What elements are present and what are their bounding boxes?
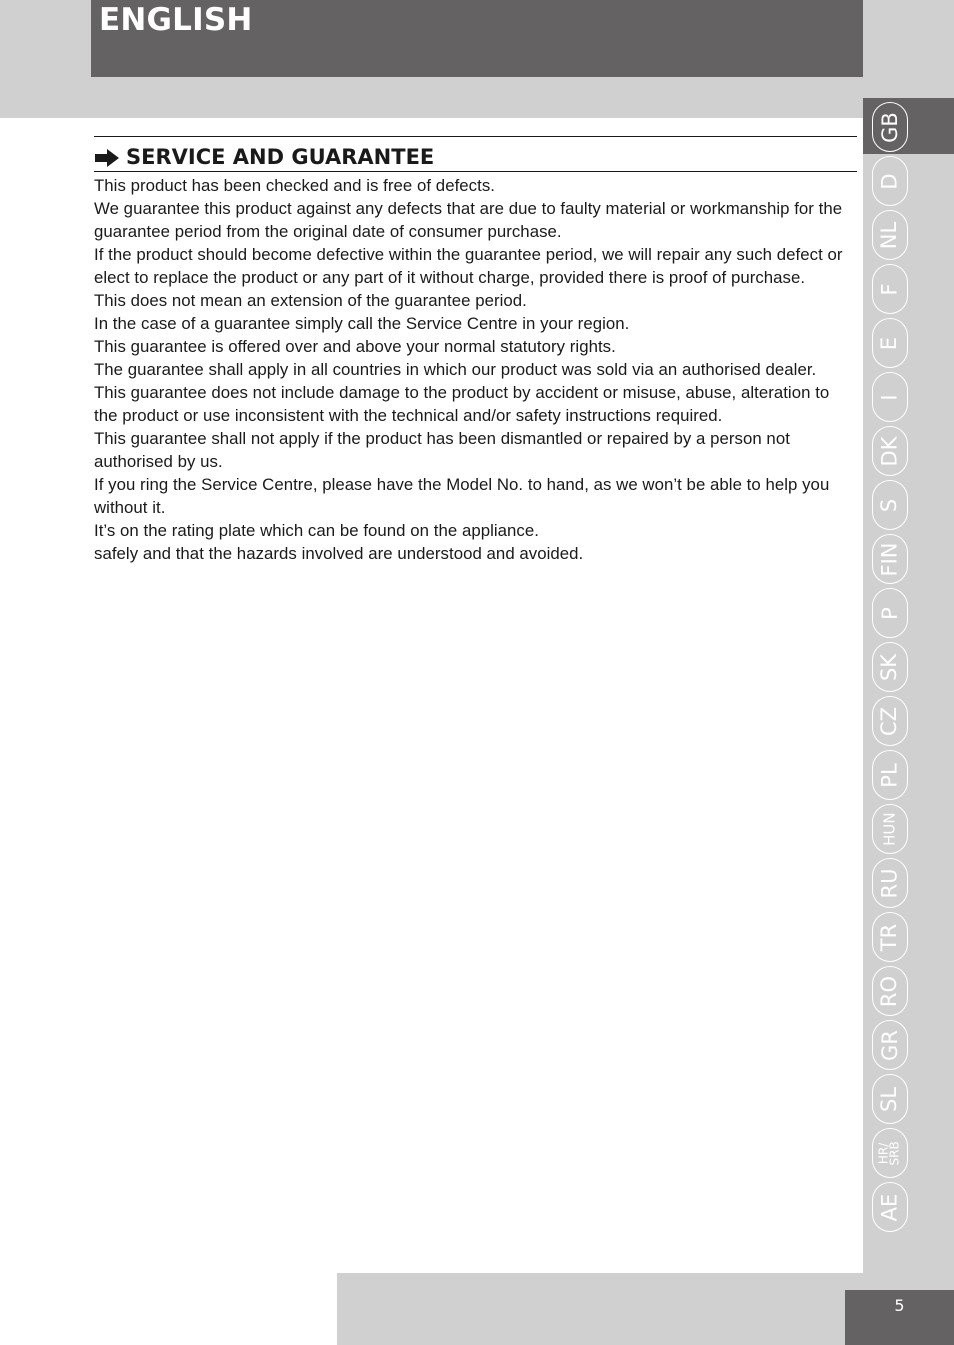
lang-tab-sl[interactable] xyxy=(872,1074,908,1124)
lang-tab-dk[interactable] xyxy=(872,426,908,476)
lang-tab-label: TR xyxy=(877,923,902,951)
lang-tab-label: E xyxy=(877,336,902,350)
lang-tab-label: F xyxy=(877,282,902,296)
lang-tab-hun[interactable] xyxy=(872,804,908,854)
lang-tab-hr-srb[interactable] xyxy=(872,1128,908,1178)
page-number: 5 xyxy=(894,1296,905,1315)
lang-tab-label: DK xyxy=(877,436,902,466)
lang-tab-sk[interactable] xyxy=(872,642,908,692)
lang-tab-label: P xyxy=(877,606,902,620)
section-heading-text: SERVICE AND GUARANTEE xyxy=(126,145,435,169)
lang-tab-label: I xyxy=(877,393,902,401)
lang-tab-label: RU xyxy=(877,868,902,898)
lang-tab-ae[interactable] xyxy=(872,1182,908,1232)
paragraph: This guarantee does not include damage to the product by accident or misuse, abuse, alteration to the product or use inconsistent with the technical and/or safety instructions required. xyxy=(94,383,830,426)
lang-tab-i[interactable] xyxy=(872,372,908,422)
page-number-box xyxy=(845,1290,954,1345)
lang-tab-label: SK xyxy=(877,653,902,681)
lang-tab-label: HUN xyxy=(880,812,899,846)
lang-tab-gr[interactable] xyxy=(872,1020,908,1070)
lang-tab-fin[interactable] xyxy=(872,534,908,584)
paragraph: If you ring the Service Centre, please have the Model No. to hand, as we won’t be able to help you without it. xyxy=(94,475,830,518)
lang-tab-f[interactable] xyxy=(872,264,908,314)
paragraph: This guarantee is offered over and above your normal statutory rights. xyxy=(94,337,616,357)
lang-tab-ro[interactable] xyxy=(872,966,908,1016)
section-rule-top xyxy=(94,136,857,137)
paragraph: It’s on the rating plate which can be found on the appliance. xyxy=(94,521,539,541)
lang-tab-nl[interactable] xyxy=(872,210,908,260)
lang-tab-gb[interactable] xyxy=(872,102,908,152)
main-content xyxy=(94,136,857,565)
paragraph: safely and that the hazards involved are understood and avoided. xyxy=(94,544,584,564)
header-bar xyxy=(91,0,863,77)
page-title: ENGLISH xyxy=(99,2,253,38)
paragraph: This product has been checked and is free of defects. xyxy=(94,176,495,196)
paragraph: This does not mean an extension of the guarantee period. xyxy=(94,291,527,311)
lang-tab-label: FIN xyxy=(877,542,902,576)
paragraph: We guarantee this product against any defects that are due to faulty material or workmanship for the guarantee period from the original date of consumer purchase. xyxy=(94,199,843,242)
lang-tab-label: CZ xyxy=(877,706,902,736)
paragraph: This guarantee shall not apply if the product has been dismantled or repaired by a person not authorised by us. xyxy=(94,429,790,472)
lang-tab-label: GB xyxy=(877,111,902,143)
lang-tab-tr[interactable] xyxy=(872,912,908,962)
section-heading xyxy=(94,145,857,170)
lang-tab-pl[interactable] xyxy=(872,750,908,800)
lang-tab-s[interactable] xyxy=(872,480,908,530)
lang-tab-d[interactable] xyxy=(872,156,908,206)
lang-tab-label: HR/ SRB xyxy=(876,1140,902,1166)
paragraph: If the product should become defective within the guarantee period, we will repair any such defect or elect to replace the product or any part of it without charge, provided there is proof of purchase. xyxy=(94,245,843,288)
lang-tab-label: RO xyxy=(877,975,902,1007)
lang-tab-e[interactable] xyxy=(872,318,908,368)
lang-tab-label: NL xyxy=(877,221,902,249)
lang-tab-label: SL xyxy=(877,1086,902,1112)
lang-tab-label: PL xyxy=(877,762,902,788)
paragraph: The guarantee shall apply in all countries in which our product was sold via an authorised dealer. xyxy=(94,360,817,380)
lang-tab-label: S xyxy=(877,498,902,512)
lang-tab-label: D xyxy=(877,172,902,190)
lang-tab-label: GR xyxy=(877,1029,902,1061)
lang-tab-label: AE xyxy=(877,1193,902,1221)
lang-tab-ru[interactable] xyxy=(872,858,908,908)
guarantee-text xyxy=(94,174,857,565)
section-rule-bottom xyxy=(94,171,857,172)
paragraph: In the case of a guarantee simply call the Service Centre in your region. xyxy=(94,314,630,334)
arrow-right-icon xyxy=(94,148,120,168)
lang-tab-cz[interactable] xyxy=(872,696,908,746)
lang-tab-p[interactable] xyxy=(872,588,908,638)
